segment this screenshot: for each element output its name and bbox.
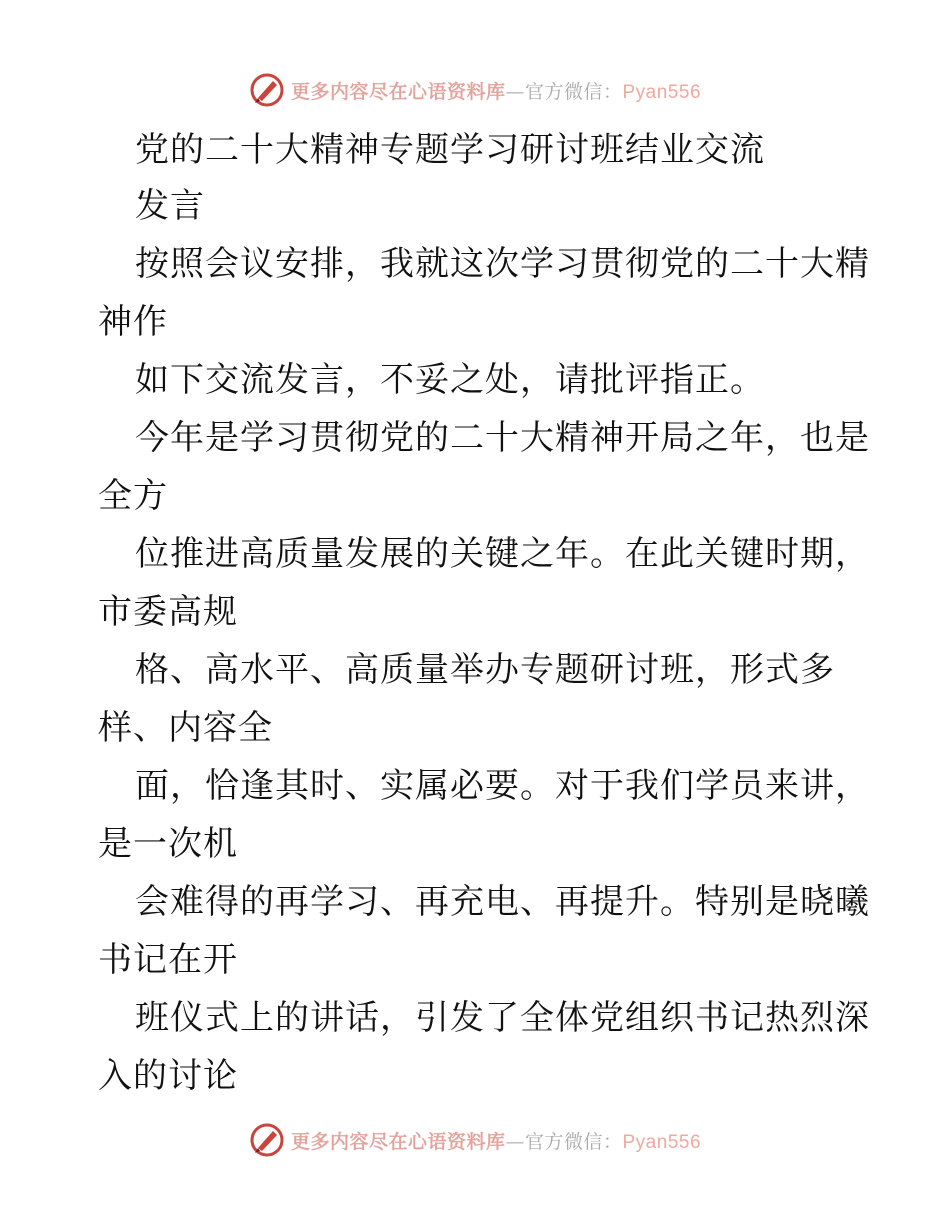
watermark-brand: 更多内容尽在心语资料库: [290, 80, 506, 103]
document-title-line-2: 发言: [135, 186, 205, 226]
paragraph-line: 神作: [98, 302, 168, 342]
paragraph-line: 会难得的再学习、再充电、再提升。特别是晓曦: [135, 882, 870, 922]
footer-watermark: [0, 1120, 950, 1160]
watermark-brand: 更多内容尽在心语资料库: [290, 1130, 506, 1153]
paragraph-line: 全方: [98, 476, 168, 516]
paragraph-line: 今年是学习贯彻党的二十大精神开局之年，也是: [135, 418, 870, 458]
paragraph-line: 市委高规: [98, 592, 238, 632]
header-watermark: [0, 70, 950, 110]
paragraph-line: 格、高水平、高质量举办专题研讨班，形式多: [135, 650, 835, 690]
watermark-wechat-id: Pyan556: [622, 81, 702, 103]
paragraph-line: 入的讨论: [98, 1056, 238, 1096]
paragraph-line: 按照会议安排，我就这次学习贯彻党的二十大精: [135, 244, 870, 284]
paragraph-line: 位推进高质量发展的关键之年。在此关键时期，: [135, 534, 870, 574]
watermark-text: [291, 1127, 701, 1154]
paragraph-line: 如下交流发言，不妥之处，请批评指正。: [135, 360, 765, 400]
watermark-dash: —: [505, 1130, 525, 1153]
watermark-wechat-id: Pyan556: [622, 1131, 702, 1153]
paragraph-line: 是一次机: [98, 824, 238, 864]
paragraph-line: 书记在开: [98, 940, 238, 980]
watermark-text: [291, 77, 701, 104]
watermark-wechat-label: 官方微信：: [524, 1130, 623, 1153]
watermark-wechat-label: 官方微信：: [524, 80, 623, 103]
watermark-dash: —: [505, 80, 525, 103]
paragraph-line: 班仪式上的讲话，引发了全体党组织书记热烈深: [135, 998, 870, 1038]
document-title-line-1: 党的二十大精神专题学习研讨班结业交流: [135, 130, 765, 170]
pen-logo-icon: [249, 72, 285, 108]
paragraph-line: 样、内容全: [98, 708, 273, 748]
paragraph-line: 面，恰逢其时、实属必要。对于我们学员来讲，: [135, 766, 870, 806]
pen-logo-icon: [249, 1122, 285, 1158]
